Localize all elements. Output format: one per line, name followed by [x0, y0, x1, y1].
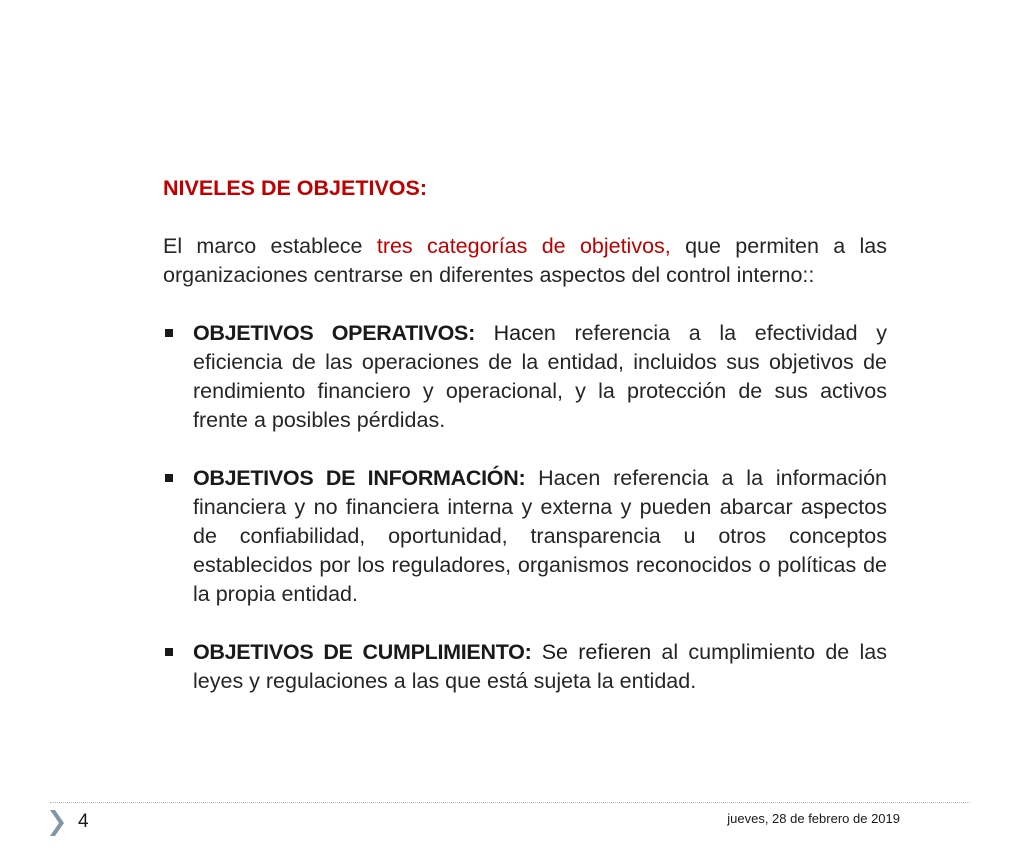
item-lead: Se refieren — [531, 640, 652, 664]
intro-highlight: tres categorías de objetivos, — [376, 234, 671, 258]
item-text: al cumplimiento de las leyes y regulaciones a las que está sujeta la entidad. — [193, 640, 887, 693]
page-number: 4 — [78, 811, 89, 832]
intro-paragraph — [163, 232, 887, 290]
square-bullet-icon — [165, 329, 173, 337]
list-item-cumplimiento — [163, 638, 887, 696]
square-bullet-icon — [165, 474, 173, 482]
list-item-operativos — [163, 319, 887, 435]
slide-content — [163, 174, 887, 725]
chevron-right-icon — [50, 810, 64, 836]
item-term: OBJETIVOS OPERATIVOS: — [193, 321, 475, 345]
item-text: Hacen referencia a la información financiera y no financiera interna y externa y pueden abarcar aspectos de confiabilidad, oportunidad, transparencia u otros conceptos establecidos por los reguladores, organismos reconocidos o políticas de la propia entidad. — [193, 466, 887, 606]
footer-date: jueves, 28 de febrero de 2019 — [727, 811, 900, 826]
square-bullet-icon — [165, 648, 173, 656]
list-item-informacion — [163, 464, 887, 609]
slide-heading: NIVELES DE OBJETIVOS: — [163, 176, 428, 200]
item-text: en referencia a la efectividad y eficiencia de las operaciones de la entidad, incluidos sus objetivos de rendimiento financiero y operacional, y la protección de sus activos frente a posibles pérdidas. — [193, 321, 887, 432]
objectives-list — [163, 319, 887, 696]
item-lead: Hac — [474, 321, 532, 345]
item-term: OBJETIVOS DE INFORMACIÓN: — [193, 466, 526, 490]
intro-text-after: que permiten a las organizaciones centrarse en diferentes aspectos del control interno:: — [163, 234, 888, 287]
footer-divider — [50, 802, 970, 803]
item-term: OBJETIVOS DE CUMPLIMIENTO: — [193, 640, 532, 664]
intro-text-before: El marco establece — [163, 234, 377, 258]
